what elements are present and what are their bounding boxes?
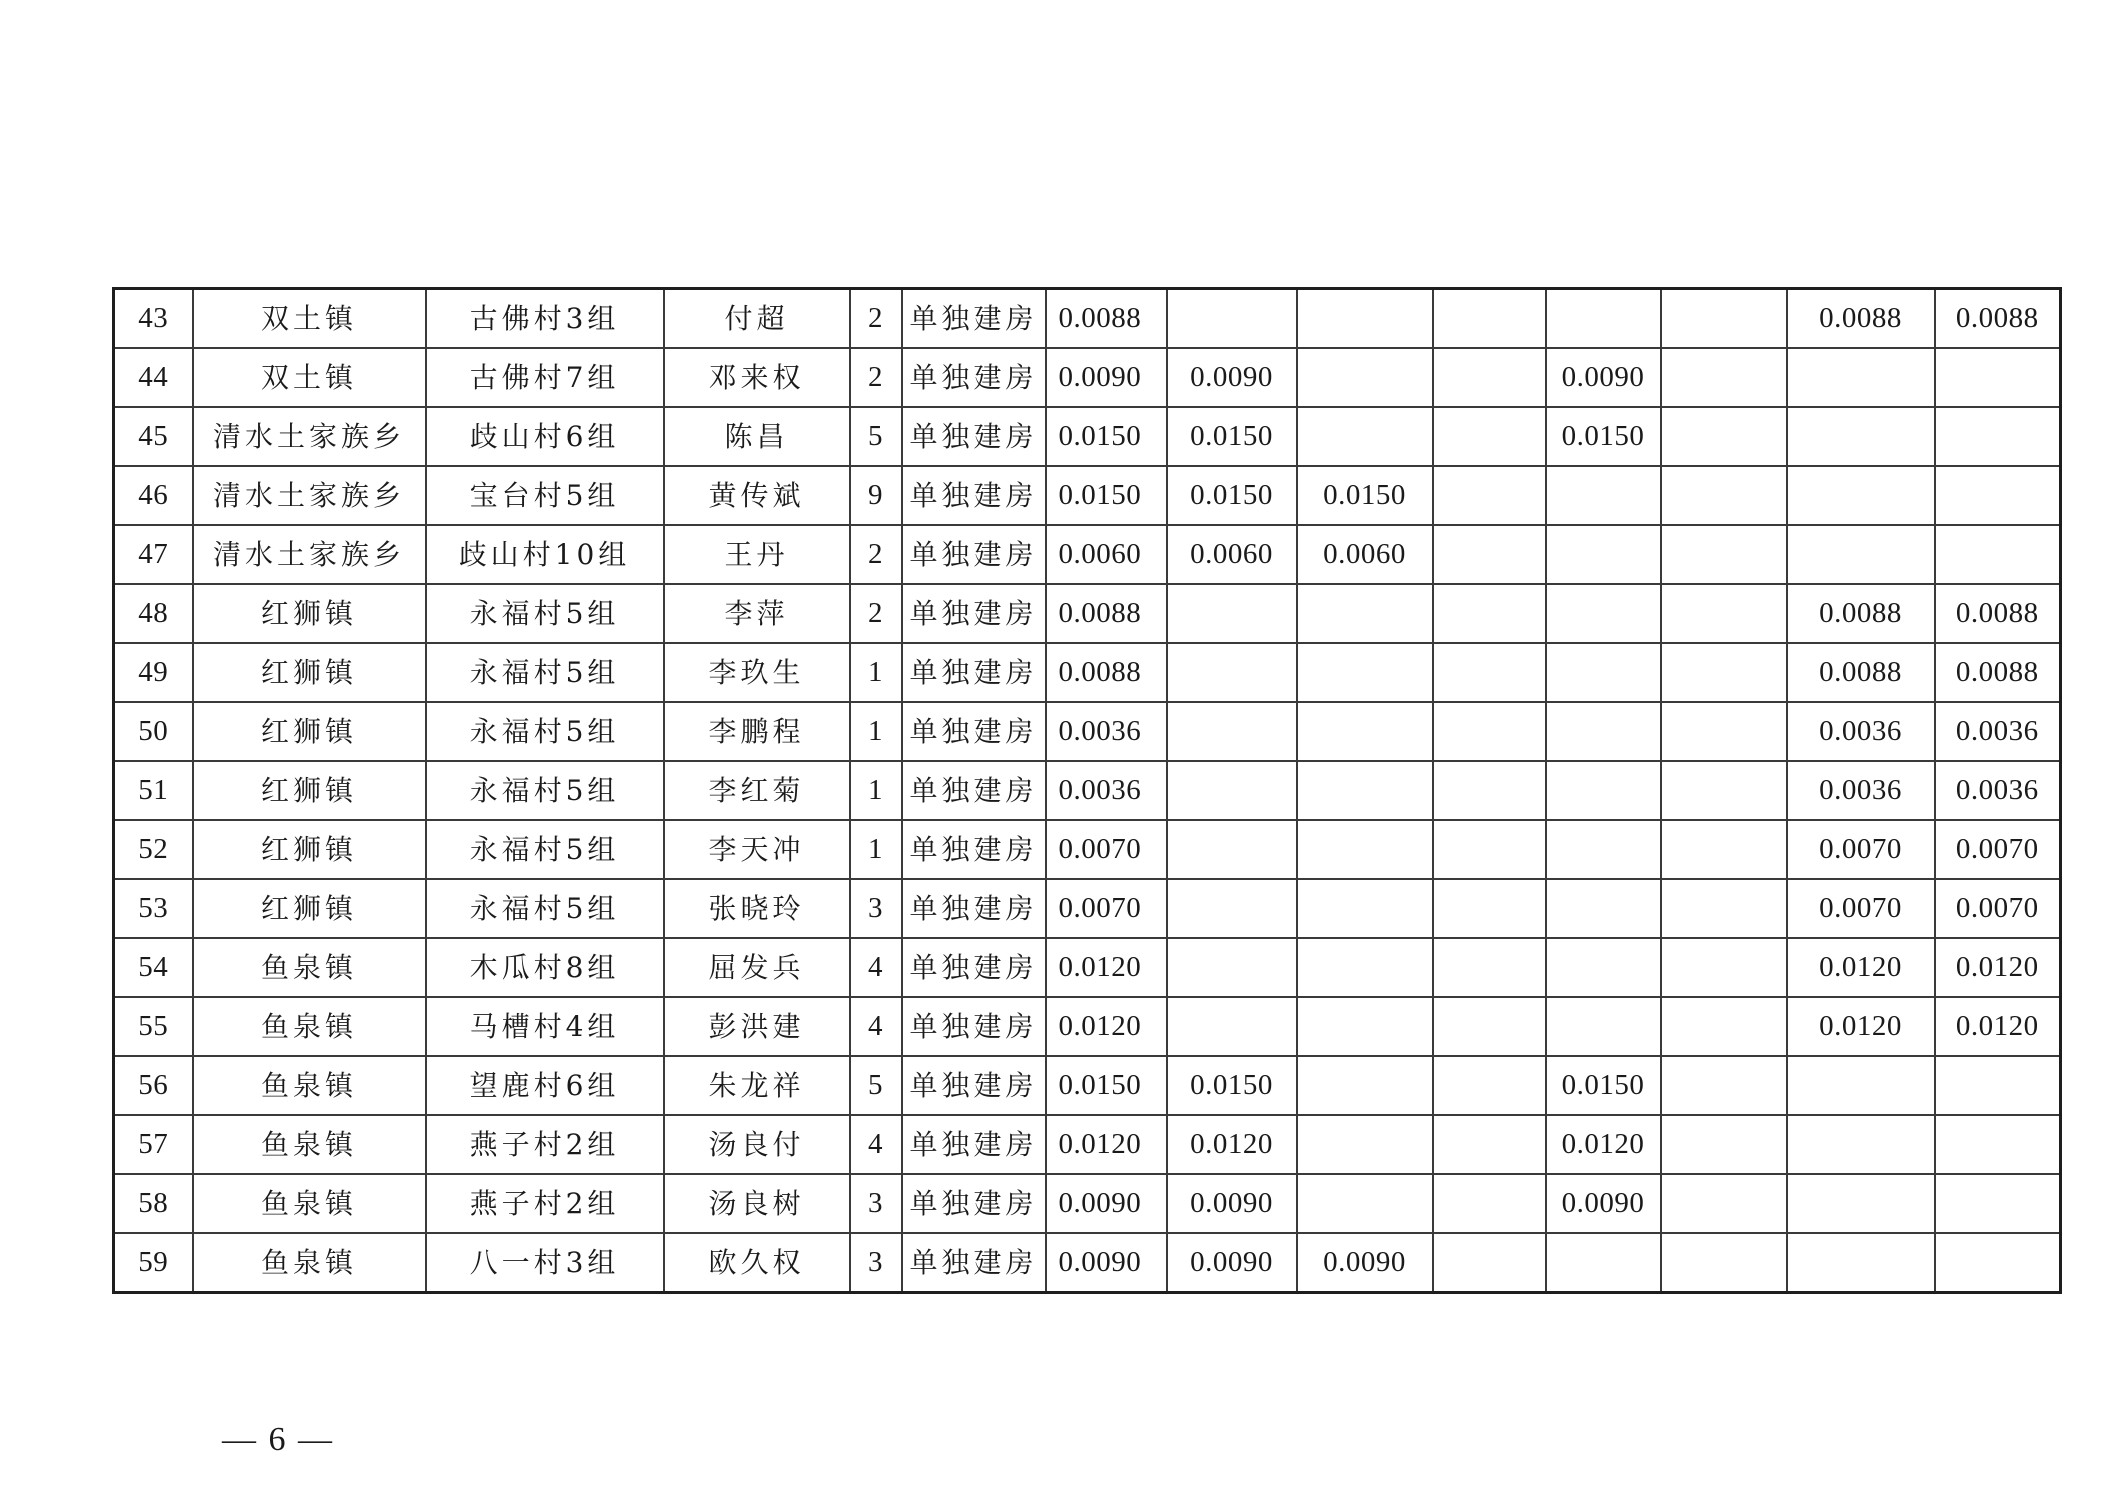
cell-area-2: 0.0060 — [1167, 525, 1297, 584]
cell-area-4 — [1433, 1174, 1546, 1233]
cell-town: 鱼泉镇 — [193, 1056, 426, 1115]
cell-area-1: 0.0150 — [1046, 466, 1167, 525]
cell-area-6 — [1661, 938, 1787, 997]
cell-area-6 — [1661, 643, 1787, 702]
cell-area-5 — [1546, 289, 1661, 349]
cell-area-2 — [1167, 643, 1297, 702]
cell-area-3 — [1297, 289, 1433, 349]
cell-area-4 — [1433, 643, 1546, 702]
cell-area-8 — [1935, 1115, 2061, 1174]
cell-area-6 — [1661, 1056, 1787, 1115]
cell-people: 1 — [850, 761, 902, 820]
cell-area-8: 0.0120 — [1935, 997, 2061, 1056]
cell-people: 2 — [850, 584, 902, 643]
cell-area-7: 0.0088 — [1787, 584, 1935, 643]
cell-area-6 — [1661, 1174, 1787, 1233]
cell-area-1: 0.0088 — [1046, 643, 1167, 702]
cell-village: 古佛村7组 — [426, 348, 664, 407]
cell-area-1: 0.0070 — [1046, 879, 1167, 938]
cell-area-6 — [1661, 525, 1787, 584]
cell-town: 清水土家族乡 — [193, 525, 426, 584]
cell-area-5 — [1546, 879, 1661, 938]
cell-people: 9 — [850, 466, 902, 525]
cell-type: 单独建房 — [902, 466, 1046, 525]
cell-area-5: 0.0090 — [1546, 348, 1661, 407]
cell-village: 永福村5组 — [426, 820, 664, 879]
cell-village: 歧山村10组 — [426, 525, 664, 584]
cell-area-3 — [1297, 1174, 1433, 1233]
cell-town: 双土镇 — [193, 289, 426, 349]
cell-area-5: 0.0120 — [1546, 1115, 1661, 1174]
cell-area-2 — [1167, 761, 1297, 820]
cell-area-6 — [1661, 1115, 1787, 1174]
land-use-table — [112, 287, 2062, 1294]
cell-people: 5 — [850, 1056, 902, 1115]
cell-name: 邓来权 — [664, 348, 850, 407]
table-row — [114, 289, 2061, 349]
cell-area-3: 0.0060 — [1297, 525, 1433, 584]
cell-town: 红狮镇 — [193, 584, 426, 643]
cell-number: 51 — [114, 761, 193, 820]
cell-area-5 — [1546, 938, 1661, 997]
cell-town: 红狮镇 — [193, 820, 426, 879]
cell-area-3 — [1297, 584, 1433, 643]
cell-name: 汤良付 — [664, 1115, 850, 1174]
cell-area-6 — [1661, 997, 1787, 1056]
cell-area-1: 0.0060 — [1046, 525, 1167, 584]
cell-area-3 — [1297, 643, 1433, 702]
cell-town: 鱼泉镇 — [193, 997, 426, 1056]
cell-area-8: 0.0120 — [1935, 938, 2061, 997]
cell-name: 李红菊 — [664, 761, 850, 820]
cell-area-8: 0.0088 — [1935, 584, 2061, 643]
cell-area-5 — [1546, 1233, 1661, 1293]
cell-name: 彭洪建 — [664, 997, 850, 1056]
cell-name: 黄传斌 — [664, 466, 850, 525]
cell-type: 单独建房 — [902, 761, 1046, 820]
cell-number: 55 — [114, 997, 193, 1056]
cell-people: 1 — [850, 643, 902, 702]
cell-area-3 — [1297, 820, 1433, 879]
table-row — [114, 997, 2061, 1056]
cell-number: 49 — [114, 643, 193, 702]
cell-area-2 — [1167, 584, 1297, 643]
cell-area-6 — [1661, 761, 1787, 820]
cell-area-1: 0.0036 — [1046, 702, 1167, 761]
cell-area-2 — [1167, 938, 1297, 997]
cell-name: 李天冲 — [664, 820, 850, 879]
cell-number: 45 — [114, 407, 193, 466]
cell-area-8: 0.0036 — [1935, 702, 2061, 761]
cell-area-6 — [1661, 820, 1787, 879]
cell-type: 单独建房 — [902, 525, 1046, 584]
cell-area-4 — [1433, 997, 1546, 1056]
cell-area-8 — [1935, 407, 2061, 466]
cell-area-4 — [1433, 466, 1546, 525]
cell-name: 朱龙祥 — [664, 1056, 850, 1115]
cell-area-6 — [1661, 879, 1787, 938]
cell-town: 鱼泉镇 — [193, 938, 426, 997]
cell-people: 3 — [850, 1233, 902, 1293]
cell-village: 永福村5组 — [426, 761, 664, 820]
cell-area-8: 0.0070 — [1935, 879, 2061, 938]
cell-area-2: 0.0090 — [1167, 348, 1297, 407]
cell-village: 永福村5组 — [426, 879, 664, 938]
cell-name: 李玖生 — [664, 643, 850, 702]
cell-area-5: 0.0150 — [1546, 1056, 1661, 1115]
cell-village: 古佛村3组 — [426, 289, 664, 349]
cell-area-8: 0.0070 — [1935, 820, 2061, 879]
cell-area-4 — [1433, 289, 1546, 349]
cell-number: 58 — [114, 1174, 193, 1233]
cell-area-1: 0.0090 — [1046, 1233, 1167, 1293]
cell-village: 永福村5组 — [426, 643, 664, 702]
cell-village: 燕子村2组 — [426, 1115, 664, 1174]
cell-area-4 — [1433, 879, 1546, 938]
table-row — [114, 938, 2061, 997]
cell-number: 56 — [114, 1056, 193, 1115]
cell-type: 单独建房 — [902, 1174, 1046, 1233]
cell-area-3 — [1297, 997, 1433, 1056]
cell-area-1: 0.0120 — [1046, 938, 1167, 997]
cell-people: 2 — [850, 348, 902, 407]
cell-area-4 — [1433, 1056, 1546, 1115]
cell-area-7 — [1787, 1115, 1935, 1174]
cell-town: 鱼泉镇 — [193, 1115, 426, 1174]
cell-name: 屈发兵 — [664, 938, 850, 997]
table-row — [114, 820, 2061, 879]
cell-area-1: 0.0150 — [1046, 1056, 1167, 1115]
cell-number: 57 — [114, 1115, 193, 1174]
cell-village: 马槽村4组 — [426, 997, 664, 1056]
page-number: — 6 — — [222, 1421, 334, 1458]
cell-village: 宝台村5组 — [426, 466, 664, 525]
table-row — [114, 643, 2061, 702]
cell-number: 53 — [114, 879, 193, 938]
cell-area-2: 0.0090 — [1167, 1174, 1297, 1233]
cell-area-5 — [1546, 997, 1661, 1056]
cell-area-1: 0.0090 — [1046, 1174, 1167, 1233]
cell-number: 48 — [114, 584, 193, 643]
cell-area-3 — [1297, 702, 1433, 761]
cell-area-2 — [1167, 820, 1297, 879]
cell-name: 汤良树 — [664, 1174, 850, 1233]
cell-village: 歧山村6组 — [426, 407, 664, 466]
cell-area-8 — [1935, 348, 2061, 407]
cell-name: 李鹏程 — [664, 702, 850, 761]
cell-number: 46 — [114, 466, 193, 525]
table-row — [114, 761, 2061, 820]
cell-people: 3 — [850, 1174, 902, 1233]
cell-name: 张晓玲 — [664, 879, 850, 938]
cell-area-1: 0.0090 — [1046, 348, 1167, 407]
cell-people: 4 — [850, 938, 902, 997]
cell-area-5 — [1546, 702, 1661, 761]
cell-area-4 — [1433, 584, 1546, 643]
cell-area-6 — [1661, 702, 1787, 761]
cell-area-7 — [1787, 348, 1935, 407]
cell-number: 44 — [114, 348, 193, 407]
cell-name: 欧久权 — [664, 1233, 850, 1293]
cell-area-7: 0.0120 — [1787, 938, 1935, 997]
cell-town: 红狮镇 — [193, 761, 426, 820]
cell-area-3 — [1297, 879, 1433, 938]
cell-area-7 — [1787, 407, 1935, 466]
cell-area-7 — [1787, 1056, 1935, 1115]
cell-area-3 — [1297, 1056, 1433, 1115]
cell-village: 永福村5组 — [426, 702, 664, 761]
cell-area-8: 0.0036 — [1935, 761, 2061, 820]
cell-town: 红狮镇 — [193, 879, 426, 938]
cell-type: 单独建房 — [902, 643, 1046, 702]
table-row — [114, 879, 2061, 938]
cell-area-6 — [1661, 348, 1787, 407]
table-row — [114, 1174, 2061, 1233]
cell-town: 鱼泉镇 — [193, 1174, 426, 1233]
cell-type: 单独建房 — [902, 348, 1046, 407]
cell-area-4 — [1433, 938, 1546, 997]
cell-type: 单独建房 — [902, 997, 1046, 1056]
cell-village: 燕子村2组 — [426, 1174, 664, 1233]
cell-area-5: 0.0090 — [1546, 1174, 1661, 1233]
cell-type: 单独建房 — [902, 407, 1046, 466]
cell-area-7: 0.0036 — [1787, 761, 1935, 820]
cell-area-8 — [1935, 1233, 2061, 1293]
cell-area-4 — [1433, 525, 1546, 584]
cell-area-4 — [1433, 1115, 1546, 1174]
cell-name: 李萍 — [664, 584, 850, 643]
cell-area-5 — [1546, 820, 1661, 879]
cell-area-4 — [1433, 702, 1546, 761]
table-row — [114, 1115, 2061, 1174]
cell-type: 单独建房 — [902, 1233, 1046, 1293]
cell-town: 清水土家族乡 — [193, 466, 426, 525]
cell-type: 单独建房 — [902, 584, 1046, 643]
cell-number: 50 — [114, 702, 193, 761]
cell-area-3: 0.0150 — [1297, 466, 1433, 525]
cell-area-1: 0.0120 — [1046, 1115, 1167, 1174]
cell-area-8: 0.0088 — [1935, 643, 2061, 702]
table-row — [114, 525, 2061, 584]
cell-area-7: 0.0088 — [1787, 289, 1935, 349]
cell-village: 永福村5组 — [426, 584, 664, 643]
cell-people: 5 — [850, 407, 902, 466]
cell-area-7 — [1787, 1233, 1935, 1293]
cell-town: 红狮镇 — [193, 643, 426, 702]
cell-number: 59 — [114, 1233, 193, 1293]
cell-area-7 — [1787, 525, 1935, 584]
cell-area-8 — [1935, 1174, 2061, 1233]
cell-area-6 — [1661, 466, 1787, 525]
cell-name: 王丹 — [664, 525, 850, 584]
cell-area-7: 0.0070 — [1787, 820, 1935, 879]
cell-area-8: 0.0088 — [1935, 289, 2061, 349]
cell-area-4 — [1433, 407, 1546, 466]
cell-area-3 — [1297, 348, 1433, 407]
cell-area-8 — [1935, 1056, 2061, 1115]
cell-people: 1 — [850, 820, 902, 879]
cell-area-3: 0.0090 — [1297, 1233, 1433, 1293]
cell-area-1: 0.0120 — [1046, 997, 1167, 1056]
cell-village: 望鹿村6组 — [426, 1056, 664, 1115]
cell-area-6 — [1661, 1233, 1787, 1293]
cell-number: 43 — [114, 289, 193, 349]
cell-area-4 — [1433, 761, 1546, 820]
table-row — [114, 466, 2061, 525]
cell-number: 47 — [114, 525, 193, 584]
table-row — [114, 1233, 2061, 1293]
cell-area-5: 0.0150 — [1546, 407, 1661, 466]
cell-area-4 — [1433, 820, 1546, 879]
cell-area-2: 0.0120 — [1167, 1115, 1297, 1174]
cell-area-3 — [1297, 761, 1433, 820]
cell-area-7 — [1787, 1174, 1935, 1233]
cell-area-2: 0.0150 — [1167, 1056, 1297, 1115]
cell-town: 清水土家族乡 — [193, 407, 426, 466]
table-row — [114, 348, 2061, 407]
cell-area-7 — [1787, 466, 1935, 525]
table-container — [112, 287, 2039, 1294]
cell-people: 2 — [850, 289, 902, 349]
cell-name: 付超 — [664, 289, 850, 349]
cell-name: 陈昌 — [664, 407, 850, 466]
cell-area-2: 0.0150 — [1167, 466, 1297, 525]
cell-area-2: 0.0090 — [1167, 1233, 1297, 1293]
cell-area-6 — [1661, 289, 1787, 349]
cell-type: 单独建房 — [902, 1056, 1046, 1115]
table-row — [114, 702, 2061, 761]
cell-area-8 — [1935, 525, 2061, 584]
cell-type: 单独建房 — [902, 879, 1046, 938]
cell-village: 木瓜村8组 — [426, 938, 664, 997]
cell-area-8 — [1935, 466, 2061, 525]
cell-village: 八一村3组 — [426, 1233, 664, 1293]
cell-area-5 — [1546, 643, 1661, 702]
cell-area-3 — [1297, 407, 1433, 466]
cell-people: 1 — [850, 702, 902, 761]
table-row — [114, 407, 2061, 466]
cell-area-1: 0.0088 — [1046, 289, 1167, 349]
cell-area-5 — [1546, 584, 1661, 643]
cell-area-6 — [1661, 584, 1787, 643]
cell-people: 2 — [850, 525, 902, 584]
cell-area-1: 0.0070 — [1046, 820, 1167, 879]
cell-area-1: 0.0036 — [1046, 761, 1167, 820]
cell-area-4 — [1433, 1233, 1546, 1293]
cell-people: 4 — [850, 997, 902, 1056]
cell-area-6 — [1661, 407, 1787, 466]
cell-people: 3 — [850, 879, 902, 938]
cell-type: 单独建房 — [902, 938, 1046, 997]
cell-town: 双土镇 — [193, 348, 426, 407]
cell-area-3 — [1297, 938, 1433, 997]
cell-town: 鱼泉镇 — [193, 1233, 426, 1293]
cell-area-7: 0.0070 — [1787, 879, 1935, 938]
cell-type: 单独建房 — [902, 702, 1046, 761]
cell-area-2 — [1167, 702, 1297, 761]
cell-number: 52 — [114, 820, 193, 879]
cell-area-5 — [1546, 761, 1661, 820]
cell-people: 4 — [850, 1115, 902, 1174]
cell-town: 红狮镇 — [193, 702, 426, 761]
table-row — [114, 1056, 2061, 1115]
cell-area-1: 0.0150 — [1046, 407, 1167, 466]
cell-area-2 — [1167, 289, 1297, 349]
cell-type: 单独建房 — [902, 289, 1046, 349]
cell-type: 单独建房 — [902, 1115, 1046, 1174]
cell-area-4 — [1433, 348, 1546, 407]
cell-area-7: 0.0120 — [1787, 997, 1935, 1056]
cell-area-2: 0.0150 — [1167, 407, 1297, 466]
cell-area-7: 0.0088 — [1787, 643, 1935, 702]
table-body — [114, 289, 2061, 1293]
cell-area-7: 0.0036 — [1787, 702, 1935, 761]
cell-area-1: 0.0088 — [1046, 584, 1167, 643]
table-row — [114, 584, 2061, 643]
cell-area-5 — [1546, 525, 1661, 584]
cell-area-3 — [1297, 1115, 1433, 1174]
cell-area-5 — [1546, 466, 1661, 525]
cell-type: 单独建房 — [902, 820, 1046, 879]
cell-area-2 — [1167, 879, 1297, 938]
cell-area-2 — [1167, 997, 1297, 1056]
cell-number: 54 — [114, 938, 193, 997]
